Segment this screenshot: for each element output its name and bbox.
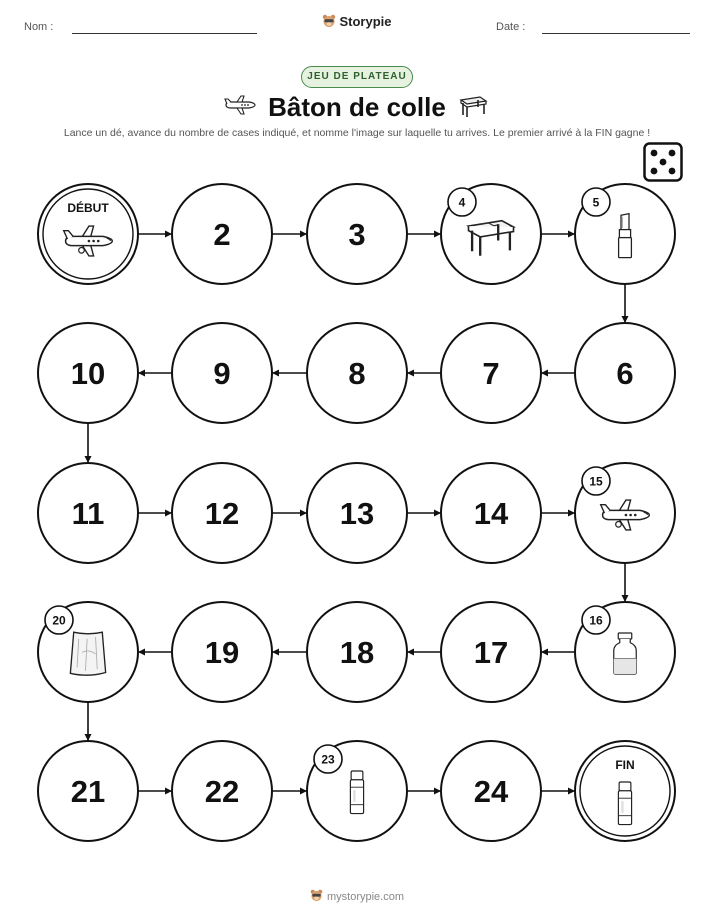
cell-number: 6 [616,356,634,391]
plastic-bag-icon [70,632,105,675]
cell-number: 2 [213,217,231,252]
board-cell [172,184,272,284]
board-cell [307,323,407,423]
glue-stick-icon [618,782,631,825]
cell-number: 7 [482,356,500,391]
board-cell [575,323,675,423]
cell-number: 13 [339,496,375,531]
game-type-badge: JEU DE PLATEAU [301,66,413,88]
brand-name: Storypie [339,14,392,29]
cell-number-badge-text: 4 [458,195,466,210]
board-cell [38,741,138,841]
start-label: DÉBUT [67,201,109,215]
cell-number: 14 [473,496,509,531]
cell-number: 10 [70,356,106,391]
board-cell [172,463,272,563]
board-cell [172,323,272,423]
board-cell [575,463,675,563]
board-cell [38,602,138,702]
board-cell [307,184,407,284]
board-cell [575,184,675,284]
board-cell-end [575,741,675,841]
cell-number: 24 [473,774,509,809]
board-cell [441,602,541,702]
cell-number: 9 [213,356,231,391]
board-cell [441,463,541,563]
board-cell [38,463,138,563]
cell-number-badge-text: 20 [52,613,66,628]
board-cell [307,463,407,563]
board-cell [575,602,675,702]
board-cell [172,602,272,702]
cell-number-badge-text: 16 [589,613,603,628]
cell-number: 18 [339,635,375,670]
footer-url: mystorypie.com [326,891,405,903]
page-title: Bâton de colle [268,92,446,122]
cell-number: 22 [204,774,240,809]
board-cell [38,323,138,423]
board-cell [172,741,272,841]
board-cell [307,741,407,841]
footer [0,889,714,903]
cell-number-badge-text: 23 [321,752,335,767]
cell-number-badge-text: 5 [592,195,600,210]
board-cell [441,184,541,284]
board-cell-start [38,184,138,284]
cell-number: 17 [473,635,509,670]
board-cells [38,184,675,841]
instructions: Lance un dé, avance du nombre de cases indiqué, et nomme l'image sur laquelle tu arrives. Le premier arrivé à la FIN gagne ! [63,127,651,139]
board-cell [441,741,541,841]
name-label: Nom : [24,21,54,33]
cell-number: 3 [348,217,366,252]
board-cell [441,323,541,423]
cell-number: 19 [204,635,240,670]
lipstick-icon [619,214,632,258]
bear-logo-icon [310,889,323,902]
cell-number: 8 [348,356,366,391]
end-label: FIN [615,758,635,772]
cell-number: 11 [71,496,105,531]
cell-number-badge-text: 15 [589,474,603,489]
cell-number: 21 [70,774,106,809]
glue-stick-icon [350,771,363,814]
date-label: Date : [496,21,526,33]
board-cell [307,602,407,702]
cell-number: 12 [204,496,240,531]
